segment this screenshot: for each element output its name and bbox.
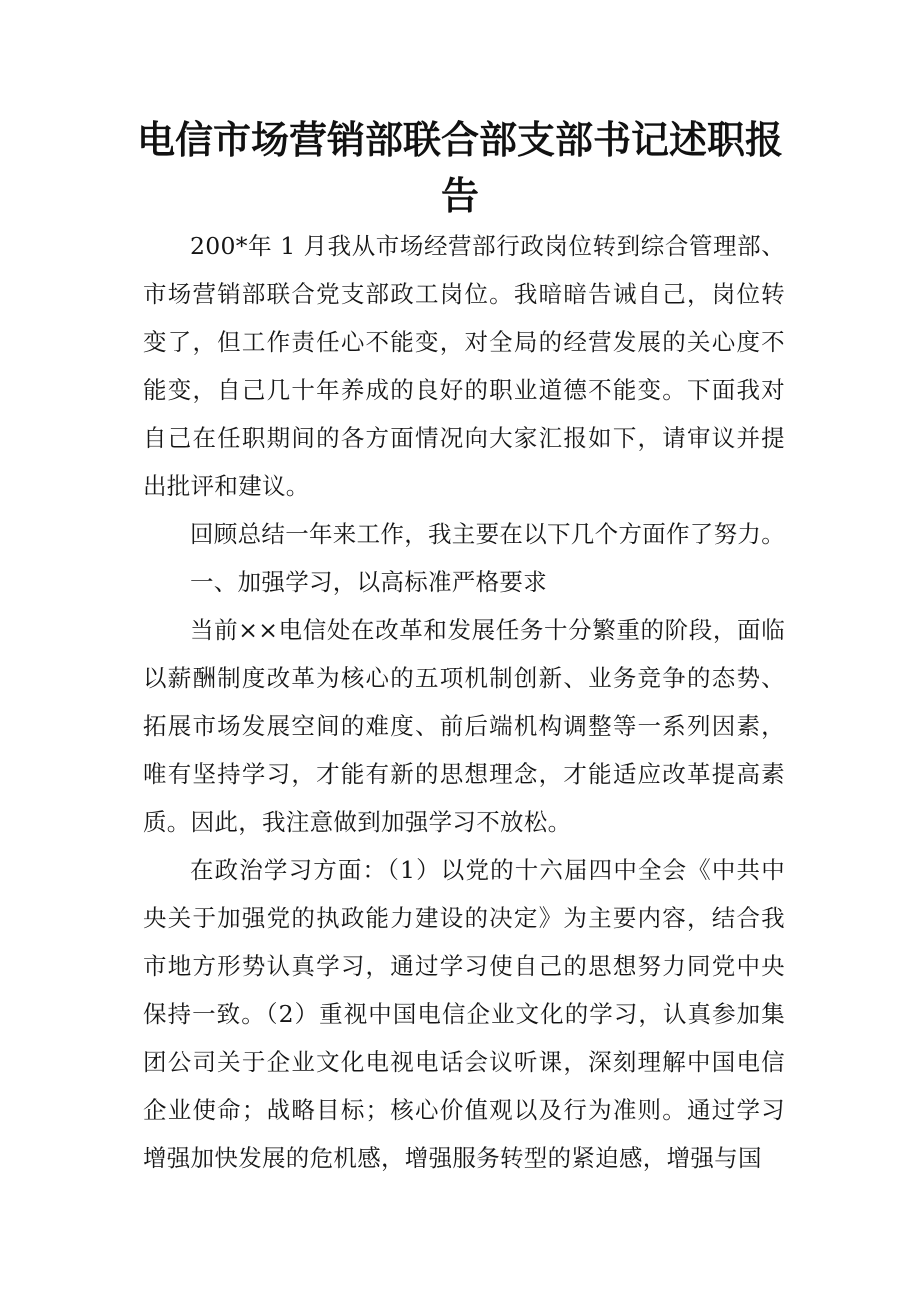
paragraph-intro: 200*年 1 月我从市场经营部行政岗位转到综合管理部、市场营销部联合党支部政工岗位。我暗暗告诫自己，岗位转变了，但工作责任心不能变，对全局的经营发展的关心度不能变，自己几十年养成的良好的职业道德不能变。下面我对自己在任职期间的各方面情况向大家汇报如下，请审议并提出批评和建议。	[143, 232, 785, 500]
document-title	[130, 112, 790, 224]
document-body	[143, 222, 785, 1182]
title-line-1: 电信市场营销部联合部支部书记述职报	[136, 118, 783, 162]
paragraph-review: 回顾总结一年来工作，我主要在以下几个方面作了努力。	[190, 520, 785, 548]
paragraph-context: 当前××电信处在改革和发展任务十分繁重的阶段，面临以薪酬制度改革为核心的五项机制创新、业务竞争的态势、拓展市场发展空间的难度、前后端机构调整等一系列因素，唯有坚持学习，才能有新的思想理念，才能适应改革提高素质。因此，我注意做到加强学习不放松。	[143, 616, 785, 836]
paragraph-political-study: 在政治学习方面：（1）以党的十六届四中全会《中共中央关于加强党的执政能力建设的决定》为主要内容，结合我市地方形势认真学习，通过学习使自己的思想努力同党中央保持一致。（2）重视中国电信企业文化的学习，认真参加集团公司关于企业文化电视电话会议听课，深刻理解中国电信企业使命；战略目标；核心价值观以及行为准则。通过学习增强加快发展的危机感，增强服务转型的紧迫感，增强与国	[143, 856, 785, 1172]
title-line-2: 告	[440, 174, 479, 218]
section-heading-1: 一、加强学习，以高标准严格要求	[190, 568, 547, 596]
